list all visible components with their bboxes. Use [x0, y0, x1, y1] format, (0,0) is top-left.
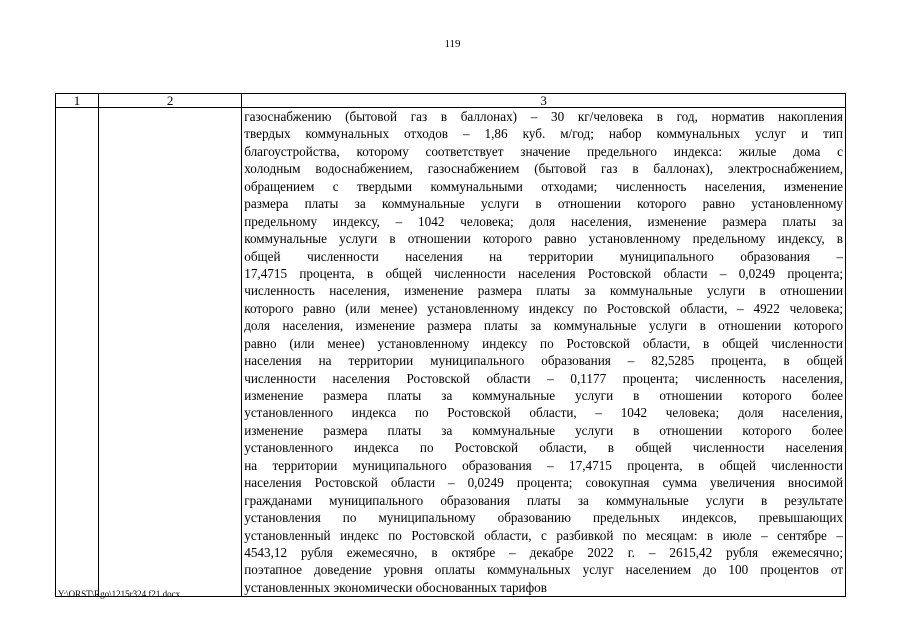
text-line: установленных экономически обоснованных тарифов	[244, 579, 547, 595]
text-line: изменение размера платы за коммунальные услуги в отношении которого более	[244, 388, 843, 403]
page-number: 119	[444, 38, 461, 50]
text-line: населения на территории муниципального образования – 82,5285 процента, в общей	[244, 353, 843, 369]
table-cell-col3	[242, 108, 846, 597]
text-line: 17,4715 процента, в общей численности населения Ростовской области – 0,0249 процента;	[244, 265, 843, 281]
text-line: коммунальные услуги в отношении которого равно установленному предельному индексу, в	[244, 231, 843, 247]
text-line: которого равно (или менее) установленному индексу по Ростовской области, – 4922 человека;	[244, 300, 843, 316]
text-line: обращением с твердыми коммунальными отходами; численность населения, изменение	[244, 178, 843, 194]
text-line: равно (или менее) установленному индексу по Ростовской области, в общей численности	[244, 335, 843, 351]
table-cell-col1	[56, 108, 99, 597]
text-line: установленный индекс по Ростовской области, с разбивкой по месяцам: в июле – сентябре –	[244, 527, 843, 543]
text-line: населения Ростовской области – 0,0249 процента; совокупная сумма увеличения вносимой	[244, 475, 843, 491]
text-line: общей численности населения на территории муниципального образования –	[244, 248, 843, 264]
text-line: холодным водоснабжением, газоснабжением (бытовой газ в баллонах), электроснабжением,	[244, 161, 843, 177]
text-line: размера платы за коммунальные услуги в отношении которого равно установленному	[244, 196, 843, 212]
table-cell-col2	[99, 108, 242, 597]
table-header-row	[56, 94, 846, 108]
text-line: установления по муниципальному образованию предельных индексов, превышающих	[244, 510, 843, 526]
text-line: численность населения, изменение размера платы за коммунальные услуги в отношении	[244, 283, 843, 299]
table-header-cell-1: 1	[56, 94, 99, 108]
text-line: на территории муниципального образования – 17,4715 процента, в общей численности	[244, 457, 843, 473]
text-line: изменение размера платы за коммунальные услуги в отношении которого более	[244, 422, 843, 438]
file-path-footer: Y:\ORST\Rgo\1215r324.f21.docx	[58, 589, 181, 599]
text-line: доля населения, изменение размера платы за коммунальные услуги в отношении которого	[244, 318, 843, 334]
text-line: благоустройства, которому соответствует значение предельного индекса: жилые дома с	[244, 143, 843, 159]
table-row	[56, 108, 846, 597]
document-table	[55, 93, 846, 597]
text-line: предельному индексу, – 1042 человека; доля населения, изменение размера платы за	[244, 213, 843, 229]
text-line: твердых коммунальных отходов – 1,86 куб. м/год; набор коммунальных услуг и тип	[244, 126, 843, 142]
text-line: установленного индекса по Ростовской области, – 1042 человека; доля населения,	[244, 405, 843, 421]
text-line: поэтапное доведение уровня оплаты коммунальных услуг населением до 100 процентов от	[244, 562, 843, 578]
table-header-cell-3: 3	[242, 94, 846, 108]
text-line: гражданами муниципального образования платы за коммунальные услуги в результате	[244, 492, 843, 508]
text-line: 4543,12 рубля ежемесячно, в октябре – декабре 2022 г. – 2615,42 рубля ежемесячно;	[244, 544, 843, 560]
text-line: газоснабжению (бытовой газ в баллонах) – 30 кг/человека в год, норматив накопления	[244, 109, 843, 124]
table-header-cell-2: 2	[99, 94, 242, 108]
text-line: численности населения Ростовской области – 0,1177 процента; численность населения,	[244, 370, 843, 386]
text-line: установленного индекса по Ростовской области, в общей численности населения	[244, 440, 843, 456]
